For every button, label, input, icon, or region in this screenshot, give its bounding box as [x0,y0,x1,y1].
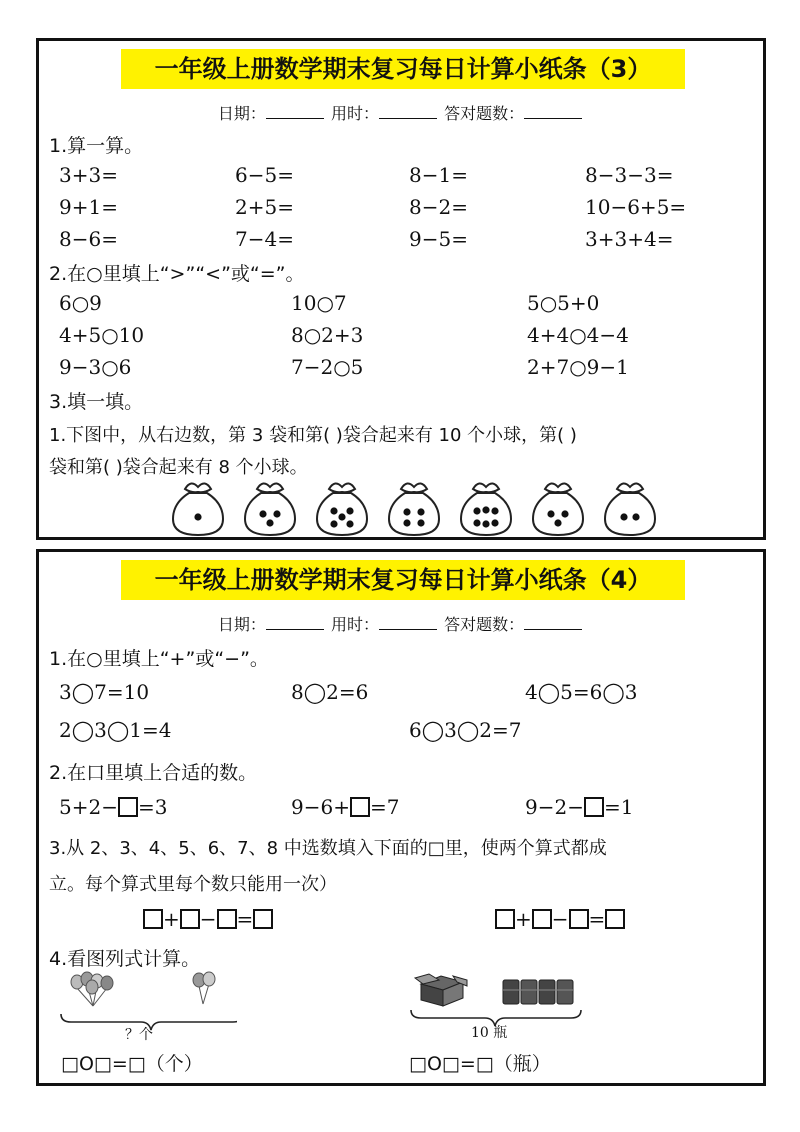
ball-dot [632,513,639,520]
sign-item: 3◯7=10 [59,680,150,704]
picture-answer: □O□=□（瓶） [409,1053,551,1075]
answer-box[interactable] [605,909,625,929]
ball-dot [620,513,627,520]
balloon-icon [193,972,215,1004]
ball-dot [482,506,489,513]
bottles-icon [503,980,573,1004]
sign-item: 6◯3◯2=7 [409,718,522,742]
op-symbol: = [236,907,254,931]
q3-text-line1: 3.从 2、3、4、5、6、7、8 中选数填入下面的□里，使两个算式都成 [49,838,607,859]
worksheet-3 [36,38,766,540]
box-icon [415,974,467,1006]
ball-dot [330,520,337,527]
ball-bag-icon [311,477,373,539]
answer-box[interactable] [350,797,370,817]
q3-text-line2: 袋和第( )袋合起来有 8 个小球。 [49,457,308,478]
calc-item: 8−6= [59,227,118,251]
answer-box[interactable] [143,909,163,929]
date-label: 日期： [217,615,266,634]
answer-box[interactable] [495,909,515,929]
ball-dot [338,513,345,520]
time-label: 用时： [330,104,379,123]
answer-box[interactable] [569,909,589,929]
ball-dot [194,513,201,520]
calc-item: 3+3+4= [585,227,674,251]
ball-dot [346,507,353,514]
compare-item: 9−3○6 [59,355,132,379]
calc-item: 8−1= [409,163,468,187]
ball-dot [417,519,424,526]
q2-heading: 2.在○里填上“>”“<”或“=”。 [49,263,305,285]
worksheet-title: 一年级上册数学期末复习每日计算小纸条（3） [121,49,685,89]
answer-box[interactable] [584,797,604,817]
calc-item: 9+1= [59,195,118,219]
worksheet-title: 一年级上册数学期末复习每日计算小纸条（4） [121,560,685,600]
ball-bag-icon [383,477,445,539]
fill-item-right: =3 [137,795,168,819]
ball-bag-icon [599,477,661,539]
calc-item: 3+3= [59,163,118,187]
fill-item-left: 9−6+ [291,795,350,819]
ball-dot [259,510,266,517]
q3-heading: 3.填一填。 [49,391,144,413]
time-blank[interactable] [379,613,437,630]
equation-template [143,907,273,931]
ball-dot [482,520,489,527]
info-line [39,101,763,124]
op-symbol: + [163,907,180,931]
date-blank[interactable] [266,613,324,630]
fill-item [291,795,399,819]
ball-bag-icon [455,477,517,539]
score-blank[interactable] [524,613,582,630]
compare-item: 5○5+0 [527,291,600,315]
compare-item: 4+4○4−4 [527,323,629,347]
answer-box[interactable] [217,909,237,929]
sign-item: 4◯5=6◯3 [525,680,638,704]
calc-item: 2+5= [235,195,294,219]
calc-item: 6−5= [235,163,294,187]
ball-dot [554,519,561,526]
calc-item: 8−3−3= [585,163,674,187]
q1-heading: 1.算一算。 [49,135,144,157]
fill-item-right: =7 [369,795,400,819]
brace-label: ？个 [125,1027,153,1043]
compare-item: 10○7 [291,291,347,315]
compare-item: 4+5○10 [59,323,145,347]
bottles-picture [409,970,609,1050]
brace-label: 10 瓶 [471,1025,508,1041]
compare-item: 6○9 [59,291,102,315]
calc-item: 7−4= [235,227,294,251]
fill-item [59,795,167,819]
score-label: 答对题数： [444,104,525,123]
ball-dot [403,508,410,515]
compare-item: 7−2○5 [291,355,364,379]
calc-item: 10−6+5= [585,195,687,219]
sign-item: 8◯2=6 [291,680,369,704]
info-line [39,612,763,635]
fill-item [525,795,633,819]
fill-item-right: =1 [603,795,634,819]
compare-item: 2+7○9−1 [527,355,629,379]
ball-dot [473,507,480,514]
ball-dot [491,519,498,526]
ball-bag-icon [167,477,229,539]
ball-bag-icon [239,477,301,539]
op-symbol: = [588,907,606,931]
ball-dot [547,510,554,517]
ball-dot [403,519,410,526]
time-blank[interactable] [379,102,437,119]
ball-bag-icon [527,477,589,539]
date-label: 日期： [217,104,266,123]
ball-dot [273,510,280,517]
ball-dot [346,520,353,527]
calc-item: 8−2= [409,195,468,219]
compare-item: 8○2+3 [291,323,364,347]
answer-box[interactable] [118,797,138,817]
ball-dot [330,507,337,514]
ball-dot [561,510,568,517]
answer-box[interactable] [253,909,273,929]
equation-template [495,907,625,931]
ball-dot [266,519,273,526]
balloon-icon [71,972,113,1006]
q1-heading: 1.在○里填上“+”或“−”。 [49,648,269,670]
q3-text-line2: 立。每个算式里每个数只能用一次） [49,874,337,895]
q4-heading: 4.看图列式计算。 [49,948,201,970]
score-label: 答对题数： [444,615,525,634]
fill-item-left: 9−2− [525,795,584,819]
op-symbol: − [199,907,217,931]
picture-answer: □O□=□（个） [61,1053,203,1075]
q2-heading: 2.在口里填上合适的数。 [49,762,258,784]
op-symbol: − [551,907,569,931]
worksheet-4 [36,549,766,1086]
answer-box[interactable] [532,909,552,929]
time-label: 用时： [330,615,379,634]
score-blank[interactable] [524,102,582,119]
ball-dot [473,519,480,526]
q3-text-line1: 1.下图中，从右边数，第 3 袋和第( )袋合起来有 10 个小球，第( ) [49,425,577,446]
sign-item: 2◯3◯1=4 [59,718,172,742]
ball-dot [491,507,498,514]
op-symbol: + [515,907,532,931]
date-blank[interactable] [266,102,324,119]
calc-item: 9−5= [409,227,468,251]
ball-dot [417,508,424,515]
answer-box[interactable] [180,909,200,929]
fill-item-left: 5+2− [59,795,118,819]
